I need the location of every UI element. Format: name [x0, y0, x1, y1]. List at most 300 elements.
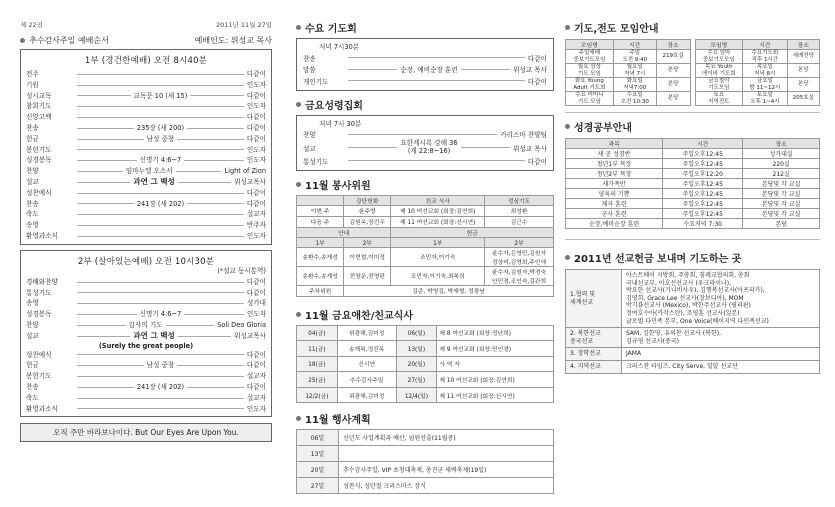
- table-cell: 수요저녁 7:30: [663, 219, 743, 229]
- table-cell: 20(일): [396, 356, 437, 372]
- event-date: 20일: [297, 462, 339, 478]
- leader-line: [348, 147, 397, 148]
- order-item-person: 인도자: [246, 404, 266, 413]
- leader-line: [348, 134, 497, 135]
- table-row: [566, 209, 820, 219]
- bullet-icon: [296, 416, 301, 421]
- mission-targets: 크리스찬 타임즈, City Serve, 밀알 선교단: [622, 360, 820, 373]
- order-row: [26, 350, 266, 361]
- table-cell: 제 11 여선교회 (회장:신시연): [391, 216, 485, 227]
- table-header-cell: 2부: [485, 237, 554, 247]
- order-item-detail: 241장 (새 202): [136, 199, 185, 208]
- leader-line: [77, 85, 244, 86]
- table-row: [566, 219, 820, 229]
- table-cell: 이번 주: [297, 205, 344, 216]
- order-row: [26, 393, 266, 404]
- order-item-person: 다같이: [246, 113, 266, 122]
- order-item-detail: 감사의 기도: [128, 320, 163, 329]
- order-item-person: 위성교목사: [234, 331, 266, 340]
- worship-leader: 예배인도: 위성교 목사: [194, 36, 272, 45]
- table-cell: 양육의 기쁨: [566, 189, 663, 199]
- table-cell: 25(금): [297, 372, 338, 388]
- worship-order-title: 추수감사주일 예배순서 예배인도: 위성교 목사: [20, 35, 272, 46]
- order-item-label: 통성기도: [303, 157, 329, 166]
- order-row: [303, 64, 547, 76]
- table-cell: 본당및 각 교실: [743, 199, 820, 209]
- events-title: 11월 행사계획: [296, 411, 554, 426]
- order-item-person: 위성교 목사: [513, 66, 548, 75]
- leader-line: [348, 80, 525, 81]
- order-item-detail: 남성 중창: [146, 134, 175, 143]
- leader-line: [77, 236, 244, 237]
- table-header-cell: 1부: [391, 237, 485, 247]
- table-header-cell: 장소: [656, 40, 690, 50]
- leader-line: [77, 139, 144, 140]
- table-cell: 신시연: [337, 356, 396, 372]
- leader-line: [187, 128, 244, 129]
- table-cell: 본당: [656, 78, 690, 92]
- order-row: [26, 134, 266, 145]
- table-cell: 송환수,송재성: [297, 266, 344, 285]
- meet-tables: [565, 39, 820, 106]
- bullet-icon: [296, 25, 301, 30]
- order-item-label: 기원: [26, 80, 39, 89]
- table-cell: 27(일): [396, 372, 437, 388]
- table-header-cell: 시간: [743, 40, 787, 50]
- table-cell: 주일 오전 9:40: [613, 50, 656, 64]
- table-cell: 04(금): [297, 325, 338, 341]
- events-table: [296, 429, 554, 493]
- table-cell: 김원옥,장건우: [344, 216, 391, 227]
- table-cell: 본당: [656, 64, 690, 78]
- order-item-person: 반주자: [246, 221, 266, 230]
- order-item-label: 설교: [26, 177, 39, 186]
- table-header-cell: 강단헌화: [344, 195, 391, 205]
- wed-rows: [303, 52, 547, 87]
- order-item-label: 축도: [26, 210, 39, 219]
- table-row: [566, 270, 820, 328]
- order-item-person: 다같이: [246, 134, 266, 143]
- leader-line: [178, 182, 231, 183]
- table-cell: 청년1부 목장: [566, 159, 663, 169]
- table-row: [695, 50, 820, 64]
- mission-title: 2011년 선교헌금 보내며 기도하는 곳: [565, 250, 820, 265]
- order-item-detail: 임마누엘 오소서: [125, 167, 173, 176]
- leader-line: [77, 387, 134, 388]
- order-item-label: 성경봉독: [26, 310, 52, 319]
- leader-line: [77, 292, 244, 293]
- table-header-cell: 장소: [743, 139, 820, 149]
- order-item-person: 다같이: [246, 361, 266, 370]
- event-date: 27일: [297, 477, 339, 493]
- fridinner-table: [296, 325, 554, 404]
- bullet-icon: [296, 102, 301, 107]
- leader-line: [461, 147, 510, 148]
- table-header-cell: 시간: [663, 139, 743, 149]
- order-item-person: 인도자: [246, 310, 266, 319]
- table-header-cell: 헌금: [391, 227, 554, 237]
- order-item-person: 다같이: [246, 91, 266, 100]
- service1-title: 1부 (경건한예배) 오전 8시40분: [84, 56, 208, 66]
- table-row: [297, 205, 554, 216]
- table-cell: 본당: [787, 64, 819, 78]
- order-row: [26, 80, 266, 91]
- bullet-icon: [565, 255, 570, 260]
- table-cell: 위광해,김미정: [337, 325, 396, 341]
- table-cell: 212실: [743, 169, 820, 179]
- table-cell: 주일오후12:45: [663, 159, 743, 169]
- order-item-detail: 신명기 4:6~7: [139, 156, 182, 165]
- meet-table-left: [565, 39, 691, 106]
- meet-title: 기도,전도 모임안내: [565, 20, 820, 35]
- table-header-cell: 시간: [613, 40, 656, 50]
- order-item-label: 말씀: [303, 66, 316, 75]
- table-header-cell: 친교 식사: [391, 195, 485, 205]
- table-row: [297, 430, 554, 446]
- leader-line: [178, 336, 231, 337]
- table-cell: 본당: [743, 219, 820, 229]
- leader-line: [77, 128, 134, 129]
- wed-title: 수요 기도회: [296, 20, 554, 35]
- order-row: [26, 91, 266, 102]
- fri-time: 저녁 7시 30분: [319, 119, 362, 128]
- table-header-row: [566, 139, 820, 149]
- table-cell: 제 9 여선교회 (회장:민인경): [437, 341, 554, 357]
- order-row: [26, 69, 266, 80]
- service2-rows-continued: [26, 350, 266, 415]
- order-row: [26, 277, 266, 288]
- order-item-detail: 241장 (새 202): [136, 382, 185, 391]
- order-row: [26, 112, 266, 123]
- table-row: [566, 159, 820, 169]
- order-row: [303, 52, 547, 64]
- leader-line: [177, 139, 244, 140]
- order-row: [26, 199, 266, 210]
- table-cell: 윤수자,김원자,박경숙 안민경,조인숙,김관희: [485, 266, 554, 285]
- order-item-person: 다같이: [246, 199, 267, 208]
- leader-line: [77, 408, 244, 409]
- mission-table: [565, 269, 820, 374]
- order-item-person: 다같이: [246, 350, 266, 359]
- table-cell: 월요일 저녁 7시: [613, 64, 656, 78]
- order-item-person: 설교자: [246, 372, 266, 381]
- table-cell: 화요일 저녁7:00: [613, 78, 656, 92]
- order-item-person: 인도자: [246, 145, 266, 154]
- table-row: [566, 328, 820, 348]
- table-cell: 성가대실: [743, 149, 820, 159]
- volunteer-title: 11월 봉사위원: [296, 177, 554, 192]
- order-item-label: 찬송: [26, 382, 39, 391]
- order-row: [26, 309, 266, 320]
- table-cell: 토요 지역전도: [695, 92, 743, 106]
- leader-line: [77, 325, 126, 326]
- order-item-detail: 과연 그 백성: [133, 176, 175, 186]
- table-header-cell: 안내: [297, 227, 391, 237]
- order-item-label: 환영과소식: [26, 404, 58, 413]
- table-header-cell: 모임명: [566, 40, 614, 50]
- table-row: [566, 92, 691, 106]
- table-cell: 이현철,이미정: [344, 247, 391, 266]
- table-cell: 주일오후12:45: [663, 189, 743, 199]
- order-row: [26, 220, 266, 231]
- leader-line: [184, 314, 244, 315]
- table-cell: 본당및 각 교실: [743, 179, 820, 189]
- event-date: 13일: [297, 446, 339, 462]
- order-row: [303, 75, 547, 87]
- table-row: [566, 179, 820, 189]
- leader-line: [184, 160, 244, 161]
- order-item-person: 다같이: [246, 70, 266, 78]
- table-header-cell: 2부: [344, 237, 391, 247]
- table-cell: 주차위원: [297, 285, 344, 296]
- table-header-row: [566, 40, 691, 50]
- order-item-person: 성가대: [246, 299, 266, 308]
- mission-category: 3. 장학선교: [566, 348, 622, 361]
- table-cell: 추수감사주일: [337, 372, 396, 388]
- table-cell: 제 10 여선교회 (회장:김연희): [391, 205, 485, 216]
- order-row: [26, 123, 266, 134]
- table-cell: 219호실: [656, 50, 690, 64]
- table-cell: 12/2(금): [297, 387, 338, 403]
- mission-category: 2. 북한선교 중국선교: [566, 328, 622, 348]
- motto-footer: 오직 주만 바라보나이다. But Our Eyes Are Upon You.: [20, 423, 272, 442]
- table-row: [566, 199, 820, 209]
- order-item-person: 인도자: [246, 231, 266, 240]
- order-row: [26, 209, 266, 220]
- table-cell: 조민자,이기숙,최복희: [391, 266, 485, 285]
- table-row: [566, 50, 691, 64]
- order-item-person: 인도자: [246, 102, 266, 111]
- divider: [565, 112, 820, 113]
- table-header-cell: 1부: [297, 237, 344, 247]
- table-cell: 주일오후12:45: [663, 179, 743, 189]
- table-cell: 목요일 저녁 8시: [743, 64, 787, 78]
- table-row: [566, 149, 820, 159]
- table-cell: 주일오후12:45: [663, 149, 743, 159]
- order-item-person: 다같이: [246, 188, 266, 197]
- table-row: [297, 356, 554, 372]
- table-cell: 12/4(일): [396, 387, 437, 403]
- table-cell: 220실: [743, 159, 820, 169]
- table-cell: 다음 주: [297, 216, 344, 227]
- table-cell: 윤수자,은영민,김원자 정상미,김영희,주인애: [485, 247, 554, 266]
- order-row: [26, 360, 266, 371]
- table-header-row: [297, 237, 554, 247]
- service1-box: [20, 49, 272, 245]
- leader-line: [348, 57, 525, 58]
- order-item-detail: 남성 중창: [146, 361, 175, 370]
- meet-table-right: [695, 39, 821, 106]
- order-item-person: 설교자: [246, 393, 266, 402]
- order-item-detail: 과연 그 백성: [133, 330, 175, 340]
- order-item-label: 경배와찬양: [26, 277, 58, 286]
- leader-line: [77, 74, 244, 75]
- leader-line: [77, 354, 244, 355]
- table-cell: 수요 임마 중보기도모임: [695, 50, 743, 64]
- bullet-icon: [296, 312, 301, 317]
- table-row: [695, 78, 820, 92]
- event-date: 06일: [297, 430, 339, 446]
- order-item-label: 헌금: [26, 361, 39, 370]
- order-item-label: 찬송: [303, 54, 316, 63]
- issue-number: 제 22권: [20, 21, 43, 29]
- order-row: [303, 140, 547, 155]
- table-header-cell: 장소: [787, 40, 819, 50]
- study-table: [565, 138, 820, 229]
- sermon-english-title: (Surely the great people): [98, 341, 194, 350]
- order-item-person: 위성교목사: [234, 177, 266, 186]
- table-cell: 김근수: [485, 216, 554, 227]
- table-header-cell: 모임명: [695, 40, 743, 50]
- table-row: [566, 64, 691, 78]
- table-cell: 최성환: [485, 205, 554, 216]
- order-item-label: 송영: [26, 299, 39, 308]
- table-row: [297, 266, 554, 285]
- order-item-detail: 요한계시록 강해 36 (계 22:8~16): [400, 139, 458, 155]
- table-row: [297, 462, 554, 478]
- fridinner-title: 11월 금요애찬/친교식사: [296, 307, 554, 322]
- leader-line: [176, 171, 222, 172]
- table-cell: 군사 훈련: [566, 209, 663, 219]
- table-cell: 토요일 오후 1~4시: [743, 92, 787, 106]
- table-row: [297, 446, 554, 462]
- order-item-person: Soli Deo Gloria: [217, 320, 267, 329]
- table-row: [695, 92, 820, 106]
- mission-category: 4. 지역선교: [566, 360, 622, 373]
- leader-line: [461, 69, 510, 70]
- leader-line: [77, 365, 144, 366]
- order-item-label: 성시교독: [26, 91, 52, 100]
- table-cell: 새 공 성경반: [566, 149, 663, 159]
- table-cell: 사 역 자: [437, 356, 554, 372]
- table-cell: 11(금): [297, 341, 338, 357]
- leader-line: [77, 193, 244, 194]
- leader-line: [77, 95, 131, 96]
- event-desc: [339, 446, 554, 462]
- table-cell: 세례전당: [787, 50, 819, 64]
- order-item-label: 찬양: [26, 320, 39, 329]
- table-cell: 목요 Youth 에이비 기도회: [695, 64, 743, 78]
- table-cell: 청년2부 목장: [566, 169, 663, 179]
- table-cell: 김준, 박영길, 박재형, 정광남: [344, 285, 554, 296]
- order-item-person: Light of Zion: [224, 167, 267, 176]
- table-cell: 13(일): [396, 341, 437, 357]
- table-row: [297, 372, 554, 388]
- order-item-label: 설교: [303, 144, 316, 153]
- leader-line: [187, 203, 244, 204]
- bullet-icon: [565, 124, 570, 129]
- table-row: [297, 387, 554, 403]
- order-item-label: 성찬예식: [26, 188, 52, 197]
- order-item-person: 다같이: [246, 382, 267, 391]
- table-row: [297, 477, 554, 493]
- order-item-detail: 교독문 10 (새 15): [133, 91, 188, 100]
- table-cell: 월요 삼성 기도 모임: [566, 64, 614, 78]
- order-item-person: 위성교 목사: [513, 144, 547, 153]
- table-row: [695, 64, 820, 78]
- order-item-label: 찬양: [303, 131, 316, 140]
- table-cell: 본당: [656, 92, 690, 106]
- order-item-label: 통성기도: [26, 288, 52, 297]
- leader-line: [77, 314, 137, 315]
- event-desc: 추수감사주일, VIP 초청대축제, 총진군 새벽축제(19일): [339, 462, 554, 478]
- order-row: [26, 288, 266, 299]
- leader-line: [77, 149, 244, 150]
- table-header-row: [695, 40, 820, 50]
- order-item-label: 찬양: [26, 167, 39, 176]
- event-desc: 성찬식, 성탄절 크리스마스 장식: [339, 477, 554, 493]
- leader-line: [77, 376, 244, 377]
- column-info: [565, 14, 820, 507]
- order-row: [26, 177, 266, 188]
- table-cell: 제 10 여선교회 (회장:김연희): [437, 372, 554, 388]
- table-cell: 수요기도회 직후 1시간: [743, 50, 787, 64]
- table-cell: 제 8 여선교회 (회장:정난희): [437, 325, 554, 341]
- order-item-label: 성찬예식: [26, 350, 52, 359]
- table-cell: 주일오후12:45: [663, 199, 743, 209]
- study-title: 성경공부안내: [565, 119, 820, 134]
- order-item-label: 성경봉독: [26, 156, 52, 165]
- table-cell: 06(일): [396, 325, 437, 341]
- table-row: [297, 285, 554, 296]
- leader-line: [187, 387, 244, 388]
- table-cell: 주일오후12:45: [663, 209, 743, 219]
- leader-line: [77, 171, 123, 172]
- leader-line: [77, 336, 130, 337]
- table-row: [566, 189, 820, 199]
- table-row: [297, 247, 554, 266]
- table-header-cell: [297, 195, 344, 205]
- table-row: [566, 348, 820, 361]
- table-cell: 주일오후12:20: [663, 169, 743, 179]
- fri-rows: [303, 129, 547, 167]
- leader-line: [77, 225, 244, 226]
- leader-line: [77, 160, 137, 161]
- order-item-label: 축도: [26, 393, 39, 402]
- order-row: [26, 101, 266, 112]
- order-item-label: 환영과소식: [26, 231, 58, 240]
- table-cell: 205호실: [787, 92, 819, 106]
- order-item-label: 봉헌기도: [26, 145, 52, 154]
- mission-targets: JAMA: [622, 348, 820, 361]
- order-row: [26, 320, 266, 331]
- interpretation-note: (*설교 동시통역): [217, 266, 266, 275]
- table-cell: 새가족반: [566, 179, 663, 189]
- wed-box: [296, 38, 554, 91]
- table-header-cell: 정심기도: [485, 195, 554, 205]
- order-row: [26, 188, 266, 199]
- mission-targets: 아스트베이 지방회, 주총회, 침례교협의회, 총회 국내선교부, 이호선선교사 (우크라이나), 박요한 선교사(기니비사우), 김행복선교사(아프리카), 김영희, Grace Lee 선교사(장보디아), MOM 박기룡선교사 (Mexico), 박한주선교사 (필리핀) 정여호수아(카작스탄), 조영훈 선교사(일본) 글로벌 다민족 본부, One Voice(베이지역 다민족선교): [622, 270, 820, 328]
- table-header-row: [297, 227, 554, 237]
- order-item-person: 다같이: [246, 277, 266, 286]
- table-cell: 화요 Young Adult 기도회: [566, 78, 614, 92]
- leader-line: [77, 214, 244, 215]
- order-row: [303, 155, 547, 167]
- leader-line: [77, 117, 244, 118]
- table-cell: 위광해,김미정: [337, 387, 396, 403]
- leader-line: [77, 282, 244, 283]
- order-row: [26, 331, 266, 342]
- volunteer-table: [296, 195, 554, 297]
- order-item-person: 인도자: [246, 156, 266, 165]
- leader-line: [348, 160, 525, 161]
- leader-line: [77, 106, 244, 107]
- order-item-detail: 235장 (새 200): [136, 123, 185, 132]
- leader-line: [77, 203, 134, 204]
- table-row: [566, 360, 820, 373]
- fri-box: [296, 115, 554, 171]
- divider: [565, 239, 820, 240]
